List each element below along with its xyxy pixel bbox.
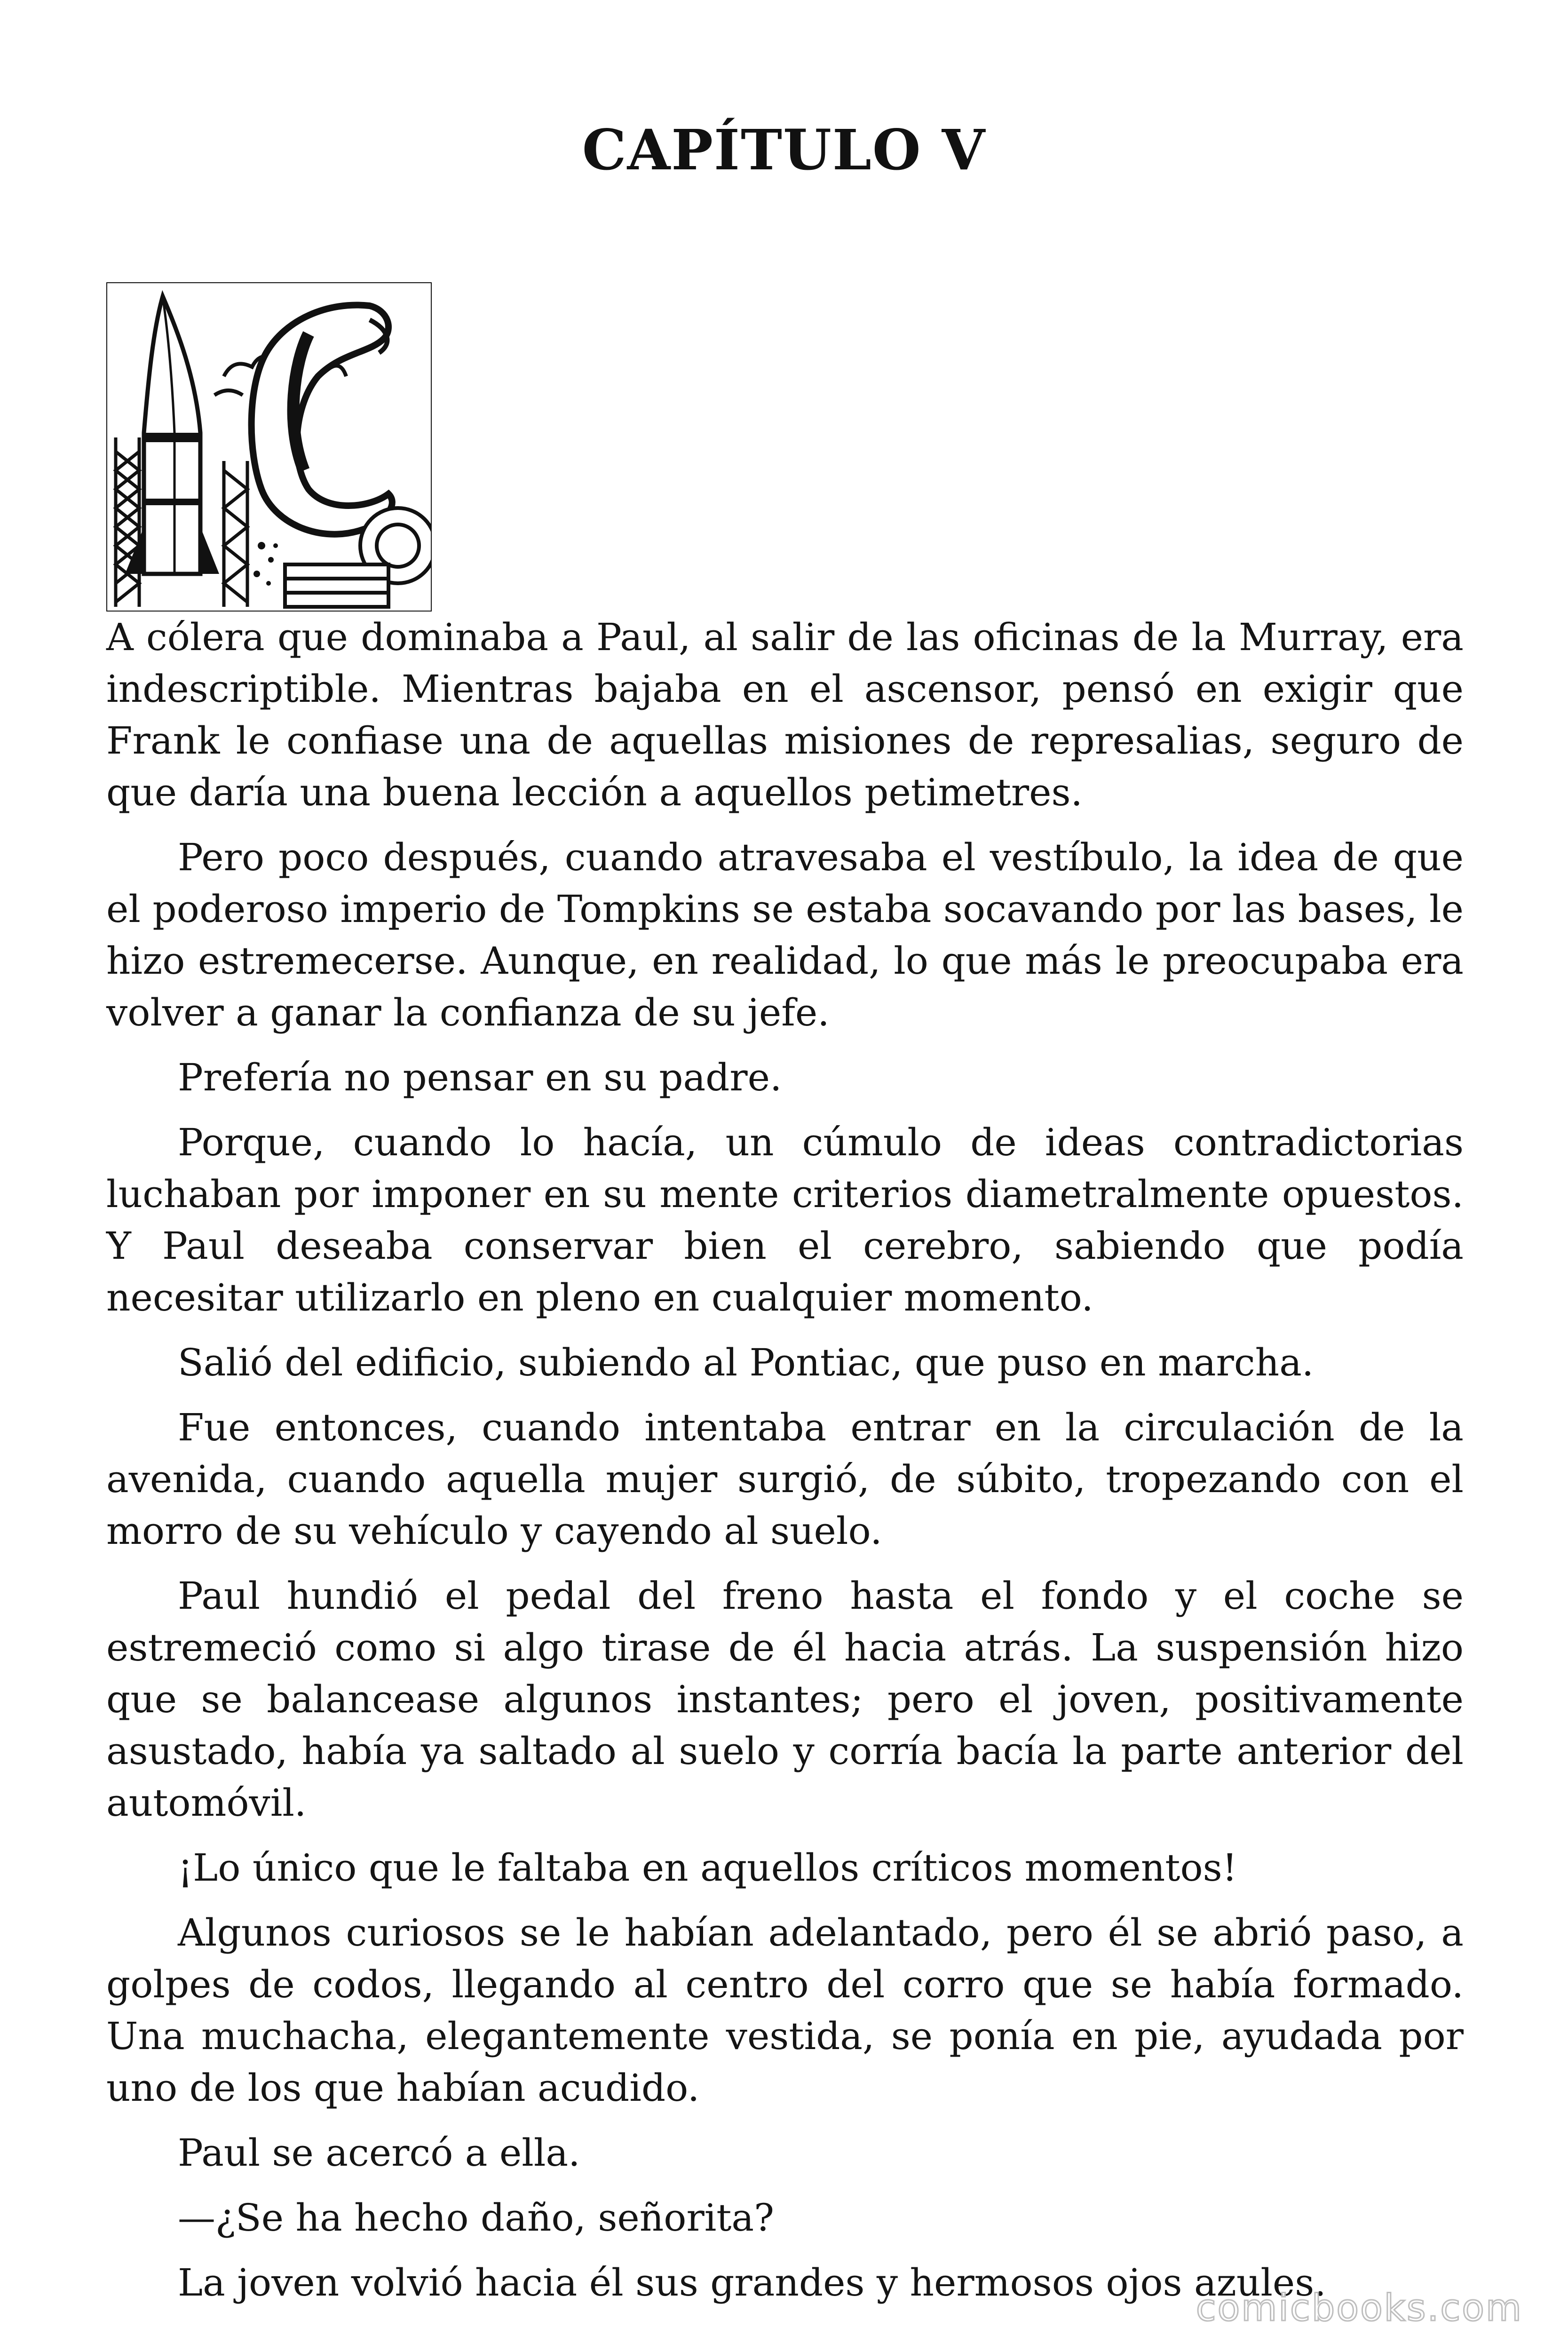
chapter-body [106, 612, 1464, 2322]
paragraph: ¡Lo único que le faltaba en aquellos críticos momentos! [178, 1846, 1237, 1890]
paragraph: Porque, cuando lo hacía, un cúmulo de ideas contradictorias luchaban por imponer en su mente criterios diametralmente opuestos. Y Paul deseaba conservar bien el cerebro, sabiendo que podía necesitar utilizarlo en pleno en cualquier momento. [106, 1120, 1464, 1319]
paragraph: Fue entonces, cuando intentaba entrar en la circulación de la avenida, cuando aquella mujer surgió, de súbito, tropezando con el morro de su vehículo y cayendo al suelo. [106, 1406, 1464, 1553]
paragraph: Algunos curiosos se le habían adelantado, pero él se abrió paso, a golpes de codos, llegando al centro del corro que se había formado. Una muchacha, elegantemente vestida, se ponía en pie, ayudada por uno de los que habían acudido. [106, 1911, 1464, 2110]
paragraph: Paul se acercó a ella. [178, 2131, 580, 2175]
paragraph: Pero poco después, cuando atravesaba el vestíbulo, la idea de que el poderoso imperio de Tompkins se estaba socavando por las bases, le hizo estremecerse. Aunque, en realidad, lo que más le preocupaba era volver a ganar la confianza de su jefe. [106, 835, 1464, 1034]
paragraph: La joven volvió hacia él sus grandes y hermosos ojos azules. [178, 2261, 1326, 2304]
chapter-title: CAPÍTULO V [582, 117, 986, 183]
paragraph: Salió del edificio, subiendo al Pontiac, que puso en marcha. [178, 1341, 1314, 1384]
paragraph: A cólera que dominaba a Paul, al salir de las oficinas de la Murray, era indescriptible. Mientras bajaba en el ascensor, pensó en exigir que Frank le confiase una de aquellas misiones de represalias, seguro de que daría una buena lección a aquellos petimetres. [106, 615, 1464, 814]
paragraph: —¿Se ha hecho daño, señorita? [178, 2196, 775, 2240]
rocket-dropcap-icon [106, 282, 432, 612]
watermark: comicbooks.com [1196, 2287, 1523, 2329]
paragraph: Prefería no pensar en su padre. [178, 1056, 782, 1099]
paragraph: Paul hundió el pedal del freno hasta el fondo y el coche se estremeció como si algo tirase de él hacia atrás. La suspensión hizo que se balancease algunos instantes; pero el joven, positivamente asustado, había ya saltado al suelo y corría bacía la parte anterior del automóvil. [106, 1574, 1464, 1825]
